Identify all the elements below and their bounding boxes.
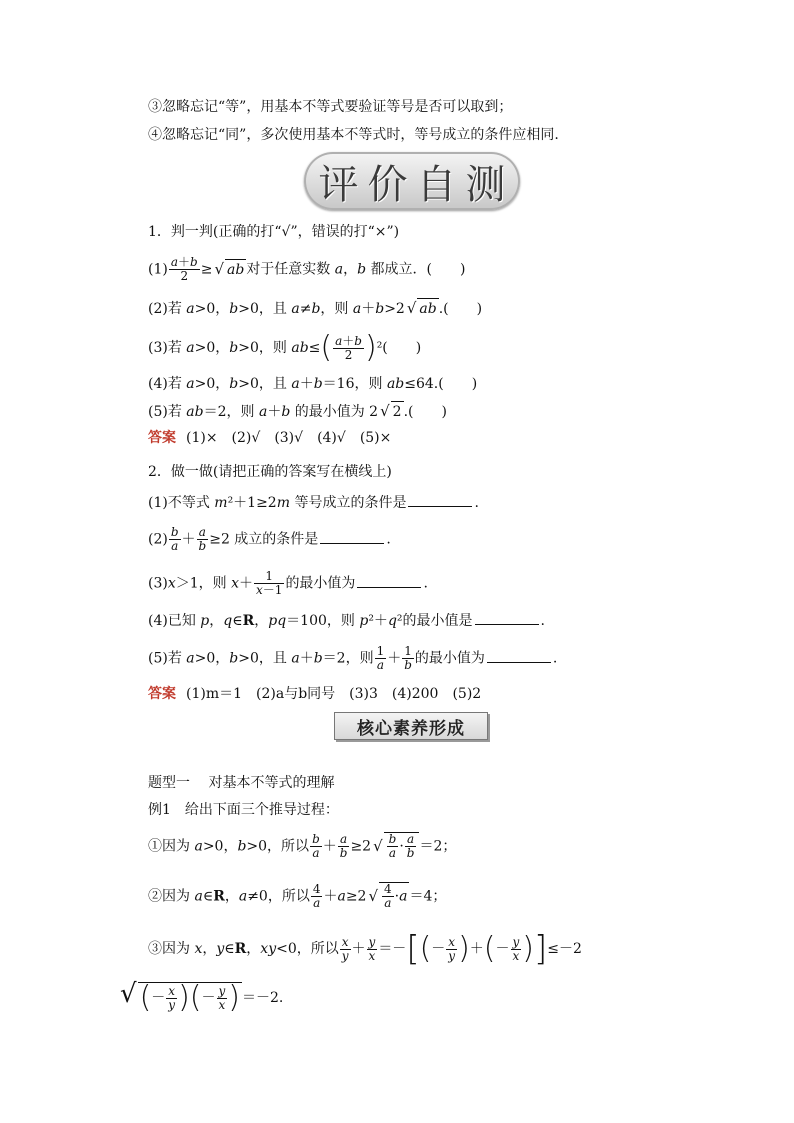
answer-blank[interactable] [357,573,421,588]
answer-text: (1)m＝1 (2)a与b同号 (3)3 (4)200 (5)2 [186,686,482,702]
fill-item-5: (5)若 a>0，b>0，且 a＋b＝2，则 $\frac{1}{a}$ ＋ $\frac{1}{b}$ 的最小值为 . [148,644,558,672]
banner-char: 价 [367,161,408,208]
fill-item-2: (2) $\frac{b}{a}$ ＋ $\frac{a}{b}$ ≥2 成立的条件是 . [148,525,391,553]
judge-item-2: (2)若 a>0，b>0，且 a≠b，则 a＋b>2 √ ab .( ) [148,299,483,317]
banner-char: 评 [318,161,359,208]
derivation-3-cont: √ (－ $\frac{x}{y}$ )(－ $\frac{y}{x}$ ) ＝－2. [120,979,284,1015]
answer-blank[interactable] [487,648,551,663]
answer-blank[interactable] [320,529,384,544]
banner-char: 测 [465,161,506,208]
banner-self-test [304,152,520,210]
judge-item-5: (5)若 ab＝2，则 a＋b 的最小值为 2 √ 2 .( ) [148,402,447,420]
example1-title: 例1 给出下面三个推导过程： [148,802,339,818]
banner-char: 自 [416,161,457,208]
judge-item-4: (4)若 a>0，b>0，且 a＋b＝16，则 ab≤64.( ) [148,376,478,392]
derivation-3: ③因为 x，y∈R，xy<0，所以 $\frac{x}{y}$ ＋ $\frac{y}{x}$ ＝－[(－ $\frac{x}{y}$ )＋(－ $\frac{y}{x}$ )]≤－2 [148,929,582,969]
answer-label: 答案 [148,430,176,446]
note-4: ④忽略忘记“同”，多次使用基本不等式时，等号成立的条件应相同. [148,127,559,143]
banner-core-literacy: 核心素养形成 [334,712,488,740]
derivation-2: ②因为 a∈R，a≠0，所以 $\frac{4}{a}$ ＋a≥2 √ $\frac{4}{a}$ ·a ＝4； [148,882,447,910]
section1-title: 1．判一判(正确的打“√”，错误的打“×”) [148,224,400,240]
fill-item-1: (1)不等式 m²＋1≥2m 等号成立的条件是 . [148,492,479,513]
type1-title: 题型一 对基本不等式的理解 [148,775,335,791]
note-3: ③忽略忘记“等”，用基本不等式要验证等号是否可以取到； [148,99,513,115]
answer-blank[interactable] [408,492,472,507]
section2-title: 2．做一做(请把正确的答案写在横线上) [148,464,392,480]
judge-item-3: (3)若 a>0，b>0，则 ab≤( $\frac{a+b}{2}$ )²( ) [148,330,422,365]
section1-answer [148,428,391,448]
answer-text: (1)× (2)√ (3)√ (4)√ (5)× [186,430,392,446]
section2-answer [148,684,481,704]
answer-blank[interactable] [475,610,539,625]
answer-label: 答案 [148,686,176,702]
fill-item-4: (4)已知 p，q∈R，pq＝100，则 p²＋q²的最小值是 . [148,610,545,631]
derivation-1: ①因为 a>0，b>0，所以 $\frac{b}{a}$ ＋ $\frac{a}{b}$ ≥2 √ $\frac{b}{a}$ · $\frac{a}{b}$ ＝2； [148,832,457,860]
fill-item-3: (3)x＞1，则 x＋ $\frac{1}{x-1}$ 的最小值为 . [148,569,428,597]
judge-item-1: (1) $\frac{a+b}{2}$ ≥ √ ab 对于任意实数 a，b 都成立．( ) [148,255,466,283]
